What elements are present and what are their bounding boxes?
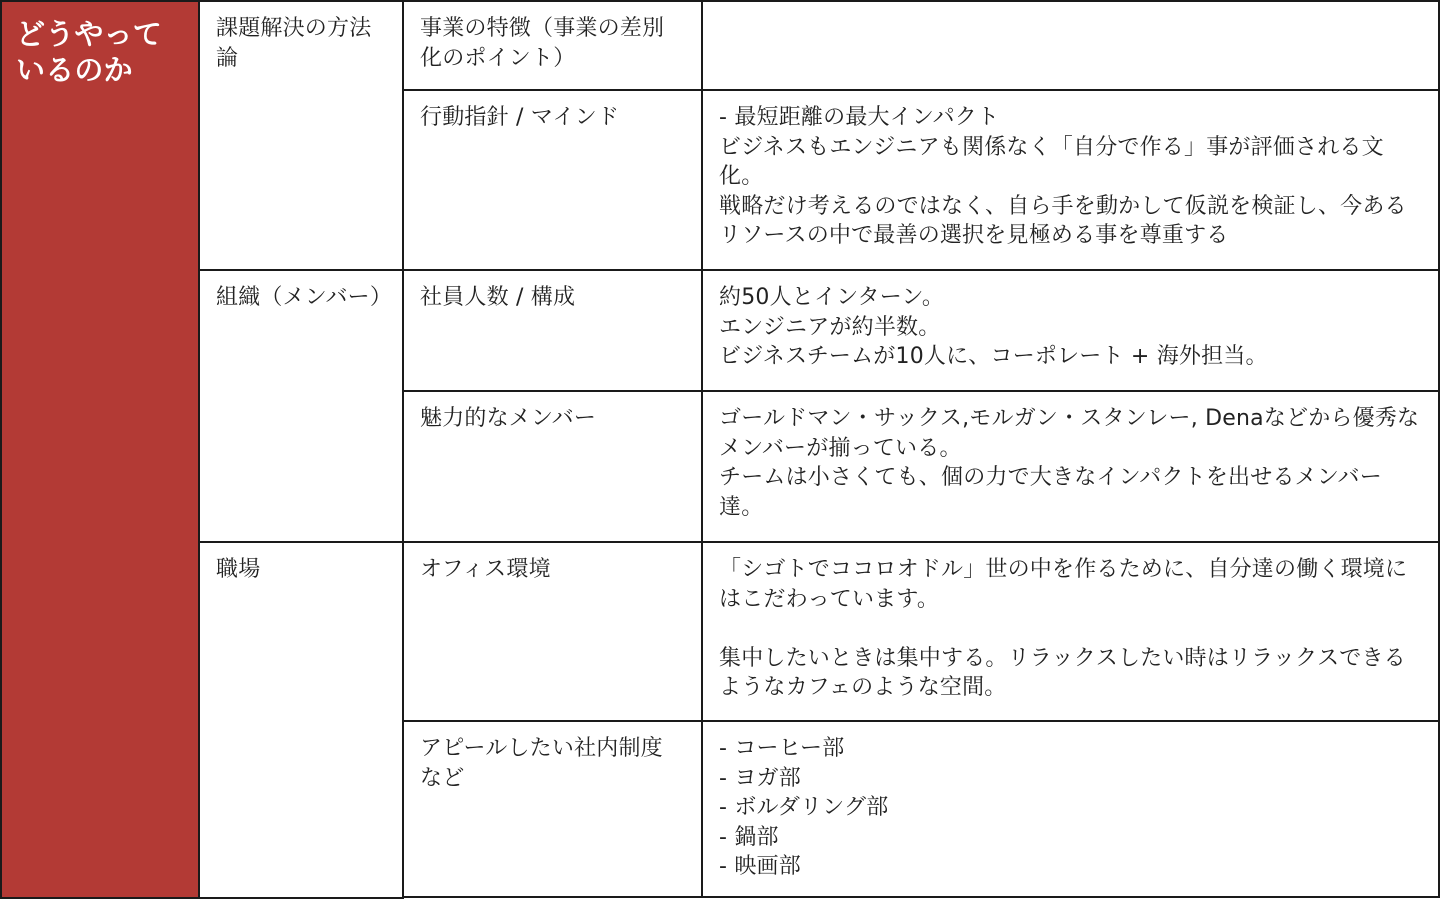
row-label: 行動指針 / マインド — [403, 90, 702, 270]
content-line: - ボルダリング部 — [719, 795, 889, 820]
category-cell: 組織（メンバー） — [199, 270, 403, 542]
table-row — [1, 542, 1439, 721]
table-row — [1, 270, 1439, 391]
content-line: 約50人とインターン。 — [719, 285, 945, 310]
content-line: 戦略だけ考えるのではなく、自ら手を動かして仮説を検証し、今あるリソースの中で最善の選択を見極める事を尊重する — [719, 193, 1407, 248]
content-line: - コーヒー部 — [719, 736, 845, 761]
row-content — [702, 721, 1439, 897]
content-line: - 鍋部 — [719, 824, 779, 850]
row-content — [702, 391, 1439, 542]
row-label: 魅力的なメンバー — [403, 391, 702, 542]
content-line: - 映画部 — [719, 854, 801, 879]
table-row — [1, 1, 1439, 90]
row-label: 事業の特徴（事業の差別化のポイント） — [403, 1, 702, 90]
blank-line — [719, 614, 1422, 644]
content-line: 集中したいときは集中する。リラックスしたい時はリラックスできるようなカフェのような空間。 — [719, 645, 1406, 700]
content-line: ゴールドマン・サックス,モルガン・スタンレー, Denaなどから優秀なメンバーが揃っている。 — [719, 406, 1420, 461]
row-content — [702, 270, 1439, 391]
content-line: ビジネスもエンジニアも関係なく「自分で作る」事が評価される文化。 — [719, 134, 1384, 189]
row-label: オフィス環境 — [403, 542, 702, 721]
row-content — [702, 542, 1439, 721]
content-line: エンジニアが約半数。 — [719, 314, 941, 340]
row-label: 社員人数 / 構成 — [403, 270, 702, 391]
content-line: ビジネスチームが10人に、コーポレート + 海外担当。 — [719, 344, 1268, 369]
row-label: アピールしたい社内制度など — [403, 721, 702, 897]
content-line: - ヨガ部 — [719, 765, 801, 791]
content-line: - 最短距離の最大インパクト — [719, 105, 1000, 130]
content-line: 「シゴトでココロオドル」世の中を作るために、自分達の働く環境にはこだわっています。 — [719, 557, 1408, 612]
category-cell: 職場 — [199, 542, 403, 898]
section-title: どうやっているのか — [1, 1, 199, 898]
row-content — [702, 90, 1439, 270]
row-content — [702, 1, 1439, 90]
category-cell: 課題解決の方法論 — [199, 1, 403, 270]
content-line: チームは小さくても、個の力で大きなインパクトを出せるメンバー達。 — [719, 465, 1382, 520]
